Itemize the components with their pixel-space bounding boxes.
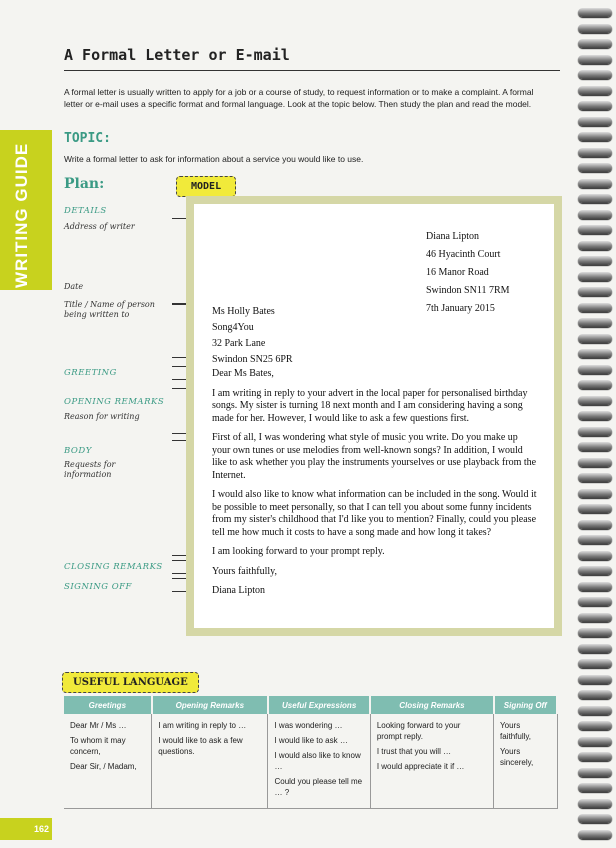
spiral-ring bbox=[578, 613, 612, 622]
spiral-ring bbox=[578, 24, 612, 33]
spiral-ring bbox=[578, 799, 612, 808]
spiral-ring bbox=[578, 117, 612, 126]
phrase: I trust that you will … bbox=[376, 747, 452, 756]
phrase: I would appreciate it if … bbox=[376, 762, 465, 771]
recipient-name: Ms Holly Bates bbox=[212, 306, 275, 317]
spiral-ring bbox=[578, 132, 612, 141]
phrase: Dear Mr / Ms … bbox=[70, 721, 127, 730]
spiral-ring bbox=[578, 55, 612, 64]
spiral-ring bbox=[578, 706, 612, 715]
phrase: I would like to ask … bbox=[274, 736, 348, 745]
spiral-ring bbox=[578, 70, 612, 79]
plan-signing: SIGNING OFF bbox=[64, 582, 132, 592]
phrase: I am writing in reply to … bbox=[158, 721, 247, 730]
plan-closing: CLOSING REMARKS bbox=[64, 562, 163, 572]
spiral-ring bbox=[578, 675, 612, 684]
letter-signoff: Yours faithfully, bbox=[212, 565, 278, 577]
intro-text: A formal letter is usually written to apply for a job or a course of study, to request information or to make a complaint. A formal letter or e-mail uses a specific format and formal language. Look at the topic below. Then study the plan and read the model. bbox=[64, 87, 534, 109]
phrase: I was wondering … bbox=[274, 721, 343, 730]
spiral-ring bbox=[578, 737, 612, 746]
spiral-ring bbox=[578, 628, 612, 637]
sender-address bbox=[426, 228, 510, 318]
spiral-ring bbox=[578, 597, 612, 606]
spiral-ring bbox=[578, 179, 612, 188]
spiral-ring bbox=[578, 489, 612, 498]
spiral-ring bbox=[578, 396, 612, 405]
page-title: A Formal Letter or E-mail bbox=[64, 46, 290, 64]
spiral-ring bbox=[578, 582, 612, 591]
recipient-address bbox=[212, 304, 293, 368]
recipient-line: 32 Park Lane bbox=[212, 338, 266, 349]
letter-paragraph: First of all, I was wondering what style of music you write. Do you make up your own tunes or use melodies from well-known songs? In addition, I would like to ask whether you play the instruments yourselves or use playback from the Internet. bbox=[212, 432, 537, 481]
plan-details: DETAILS bbox=[64, 206, 107, 216]
spiral-ring bbox=[578, 830, 612, 839]
bracket-signing bbox=[172, 578, 187, 592]
phrase: Yours sincerely, bbox=[500, 747, 534, 767]
spiral-ring bbox=[578, 272, 612, 281]
bracket-address bbox=[172, 218, 187, 304]
bracket-opening bbox=[172, 388, 187, 434]
spiral-ring bbox=[578, 659, 612, 668]
spiral-ring bbox=[578, 163, 612, 172]
plan-reason: Reason for writing bbox=[64, 412, 140, 421]
phrase: Looking forward to your prompt reply. bbox=[376, 721, 461, 741]
spiral-ring bbox=[578, 504, 612, 513]
plan-title-name: Title / Name of person being written to bbox=[64, 300, 155, 319]
expressions-cell bbox=[268, 714, 370, 809]
spiral-ring bbox=[578, 690, 612, 699]
recipient-line: Song4You bbox=[212, 322, 254, 333]
spiral-ring bbox=[578, 241, 612, 250]
spiral-ring bbox=[578, 225, 612, 234]
spiral-ring bbox=[578, 427, 612, 436]
spiral-ring bbox=[578, 101, 612, 110]
bracket-greeting bbox=[172, 366, 187, 380]
column-header: Greetings bbox=[64, 696, 152, 714]
spiral-ring bbox=[578, 411, 612, 420]
spiral-ring bbox=[578, 473, 612, 482]
spiral-ring bbox=[578, 458, 612, 467]
spiral-ring bbox=[578, 520, 612, 529]
spiral-ring bbox=[578, 148, 612, 157]
phrase: I would like to ask a few questions. bbox=[158, 736, 243, 756]
bracket-recipient bbox=[172, 304, 187, 358]
title-rule bbox=[64, 70, 560, 71]
spiral-ring bbox=[578, 287, 612, 296]
closing-cell bbox=[370, 714, 493, 809]
spiral-ring bbox=[578, 349, 612, 358]
sender-name: Diana Lipton bbox=[426, 231, 480, 242]
spiral-ring bbox=[578, 752, 612, 761]
plan-body: BODY bbox=[64, 446, 92, 456]
spiral-ring bbox=[578, 318, 612, 327]
letter-paragraph: I would also like to know what information can be included in the song. Would it be possible to meet personally, so that I can tell you about some funny incidents from my sister's childhood that I'd like you to mention? Finally, could you please tell me how much it costs to have a song made and how long it takes? bbox=[212, 489, 537, 538]
writing-guide-tab bbox=[0, 130, 52, 290]
spiral-ring bbox=[578, 210, 612, 219]
spiral-ring bbox=[578, 8, 612, 17]
table-header-row bbox=[64, 696, 557, 714]
column-header: Signing Off bbox=[494, 696, 557, 714]
letter-signature: Diana Lipton bbox=[212, 585, 266, 596]
sender-line: 16 Manor Road bbox=[426, 267, 489, 278]
spiral-ring bbox=[578, 535, 612, 544]
topic-heading: TOPIC: bbox=[64, 131, 111, 146]
spiral-ring bbox=[578, 442, 612, 451]
spiral-ring bbox=[578, 39, 612, 48]
phrase: Dear Sir, / Madam, bbox=[70, 762, 137, 771]
letter-body bbox=[212, 368, 537, 605]
letter-closing: I am looking forward to your prompt reply. bbox=[212, 546, 385, 557]
sender-line: 46 Hyacinth Court bbox=[426, 249, 501, 260]
column-header: Opening Remarks bbox=[152, 696, 268, 714]
phrase: To whom it may concern, bbox=[70, 736, 126, 756]
spiral-ring bbox=[578, 721, 612, 730]
page-number: 162 bbox=[0, 818, 52, 840]
spiral-ring bbox=[578, 783, 612, 792]
model-letter bbox=[194, 204, 554, 628]
column-header: Closing Remarks bbox=[370, 696, 493, 714]
letter-date: 7th January 2015 bbox=[426, 303, 495, 314]
plan-opening: OPENING REMARKS bbox=[64, 397, 165, 407]
useful-language-table bbox=[64, 696, 558, 809]
plan-heading: Plan: bbox=[64, 176, 105, 192]
spiral-ring bbox=[578, 551, 612, 560]
spiral-ring bbox=[578, 644, 612, 653]
greetings-cell bbox=[64, 714, 152, 809]
model-tag: MODEL bbox=[176, 176, 236, 197]
side-tab-label: WRITING GUIDE bbox=[12, 142, 31, 288]
table-row bbox=[64, 714, 557, 809]
spiral-ring bbox=[578, 334, 612, 343]
recipient-line: Swindon SN25 6PR bbox=[212, 354, 293, 365]
model-letter-frame bbox=[186, 196, 562, 636]
spiral-ring bbox=[578, 303, 612, 312]
signing-cell bbox=[494, 714, 557, 809]
plan-requests: Requests for information bbox=[64, 460, 116, 479]
plan-date: Date bbox=[64, 282, 84, 291]
spiral-ring bbox=[578, 365, 612, 374]
phrase: I would also like to know … bbox=[274, 751, 361, 771]
sender-line: Swindon SN11 7RM bbox=[426, 285, 510, 296]
bracket-closing bbox=[172, 560, 187, 574]
topic-text: Write a formal letter to ask for information about a service you would like to use. bbox=[64, 154, 364, 164]
bracket-body bbox=[172, 440, 187, 556]
plan-greeting: GREETING bbox=[64, 368, 117, 378]
letter-greeting: Dear Ms Bates, bbox=[212, 368, 274, 379]
plan-address: Address of writer bbox=[64, 222, 135, 231]
useful-language-tag: USEFUL LANGUAGE bbox=[62, 672, 199, 693]
opening-cell bbox=[152, 714, 268, 809]
spiral-ring bbox=[578, 814, 612, 823]
spiral-ring bbox=[578, 380, 612, 389]
phrase: Could you please tell me … ? bbox=[274, 777, 363, 797]
spiral-ring bbox=[578, 256, 612, 265]
spiral-binding bbox=[574, 0, 616, 848]
spiral-ring bbox=[578, 566, 612, 575]
spiral-ring bbox=[578, 194, 612, 203]
spiral-ring bbox=[578, 768, 612, 777]
column-header: Useful Expressions bbox=[268, 696, 370, 714]
letter-paragraph: I am writing in reply to your advert in the local paper for personalised birthday songs. My sister is turning 18 next month and I am considering having a song made for her. However, I would like to ask a few questions first. bbox=[212, 387, 528, 424]
phrase: Yours faithfully, bbox=[500, 721, 532, 741]
spiral-ring bbox=[578, 86, 612, 95]
